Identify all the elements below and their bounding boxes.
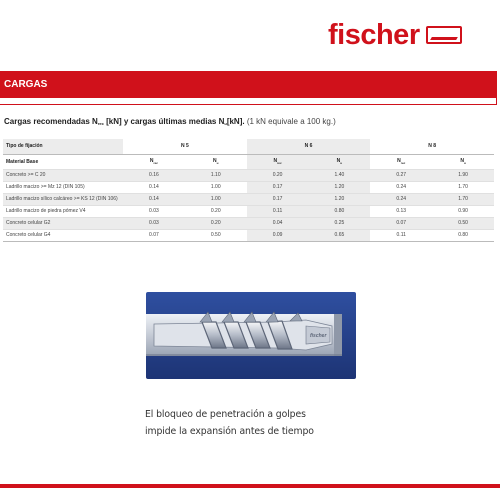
intro-note: (1 kN equivale a 100 kg.) <box>246 117 336 126</box>
value-cell: 0.07 <box>370 217 432 229</box>
section-divider <box>0 98 497 105</box>
group-header: N 8 <box>370 139 494 154</box>
value-cell: 1.70 <box>432 181 494 193</box>
caption <box>145 406 314 440</box>
value-cell: 0.17 <box>247 181 309 193</box>
base-material-label: Material Base <box>6 158 39 165</box>
value-cell: 1.70 <box>432 193 494 205</box>
brand-mark-icon <box>426 26 462 44</box>
intro-sub2: u <box>224 121 227 126</box>
anchor-dowel-icon <box>146 292 356 379</box>
material-cell: Ladrillo macizo de piedra pómez V4 <box>3 205 123 217</box>
value-cell: 0.14 <box>123 181 185 193</box>
value-cell: 0.20 <box>185 217 247 229</box>
value-cell: 1.20 <box>308 193 370 205</box>
value-cell: 0.20 <box>247 169 309 181</box>
column-header: $N_u$ <box>460 158 466 165</box>
value-cell: 1.90 <box>432 169 494 181</box>
value-cell: 0.80 <box>308 205 370 217</box>
material-cell: Concreto celular G2 <box>3 217 123 229</box>
value-cell: 0.80 <box>432 229 494 241</box>
value-cell: 0.16 <box>123 169 185 181</box>
load-table <box>3 139 494 242</box>
anchor-illustration <box>146 292 356 379</box>
material-cell: Concreto celular G4 <box>3 229 123 241</box>
value-cell: 0.25 <box>308 217 370 229</box>
value-cell: 0.50 <box>185 229 247 241</box>
intro-text <box>4 117 336 126</box>
section-header-bar <box>0 71 497 98</box>
table-subheader-row <box>3 154 494 169</box>
value-cell: 0.04 <box>247 217 309 229</box>
value-cell: 0.20 <box>185 205 247 217</box>
value-cell: 0.09 <box>247 229 309 241</box>
value-cell: 0.17 <box>247 193 309 205</box>
value-cell: 0.14 <box>123 193 185 205</box>
table-row <box>3 229 494 241</box>
material-cell: Ladrillo macizo sílico calcáreo >= KS 12 (DIN 106) <box>3 193 123 205</box>
value-cell: 1.00 <box>185 193 247 205</box>
value-cell: 0.50 <box>432 217 494 229</box>
column-header: $N_{rec}$ <box>397 158 406 165</box>
value-cell: 0.24 <box>370 181 432 193</box>
group-header: N 6 <box>247 139 371 154</box>
intro-part2: [kN] y cargas últimas medias N <box>106 117 225 126</box>
footer-divider <box>0 484 500 488</box>
brand-mark-swoosh <box>430 37 458 40</box>
value-cell: 1.10 <box>185 169 247 181</box>
value-cell: 1.20 <box>308 181 370 193</box>
value-cell: 1.00 <box>185 181 247 193</box>
value-cell: 0.27 <box>370 169 432 181</box>
value-cell: 0.07 <box>123 229 185 241</box>
intro-sub1: rec <box>97 121 104 126</box>
column-header: $N_u$ <box>213 158 219 165</box>
table-row <box>3 217 494 229</box>
value-cell: 0.90 <box>432 205 494 217</box>
table-row <box>3 169 494 181</box>
value-cell: 0.13 <box>370 205 432 217</box>
fischer-logo <box>328 18 462 52</box>
caption-line-2: impide la expansión antes de tiempo <box>145 426 314 437</box>
fixation-label: Tipo de fijación <box>3 139 123 154</box>
brand-name: fischer <box>328 18 420 51</box>
material-cell: Ladrillo macizo >= Mz 12 (DIN 105) <box>3 181 123 193</box>
table-row <box>3 193 494 205</box>
section-title: CARGAS <box>4 79 48 90</box>
value-cell: 1.40 <box>308 169 370 181</box>
material-cell: Concreto >= C 20 <box>3 169 123 181</box>
dowel-label: fischer <box>310 333 327 339</box>
column-header: $N_u$ <box>308 154 370 169</box>
value-cell: 0.11 <box>247 205 309 217</box>
table-row <box>3 181 494 193</box>
caption-line-1: El bloqueo de penetración a golpes <box>145 409 306 420</box>
column-header: $N_{rec}$ <box>149 158 158 165</box>
value-cell: 0.03 <box>123 217 185 229</box>
intro-part1: Cargas recomendadas N <box>4 117 98 126</box>
table-group-header-row <box>3 139 494 154</box>
column-header: $N_{rec}$ <box>247 154 309 169</box>
table-row <box>3 205 494 217</box>
group-header: N 5 <box>123 139 247 154</box>
value-cell: 0.24 <box>370 193 432 205</box>
value-cell: 0.03 <box>123 205 185 217</box>
value-cell: 0.65 <box>308 229 370 241</box>
value-cell: 0.11 <box>370 229 432 241</box>
intro-part3: [kN]. <box>226 117 245 126</box>
